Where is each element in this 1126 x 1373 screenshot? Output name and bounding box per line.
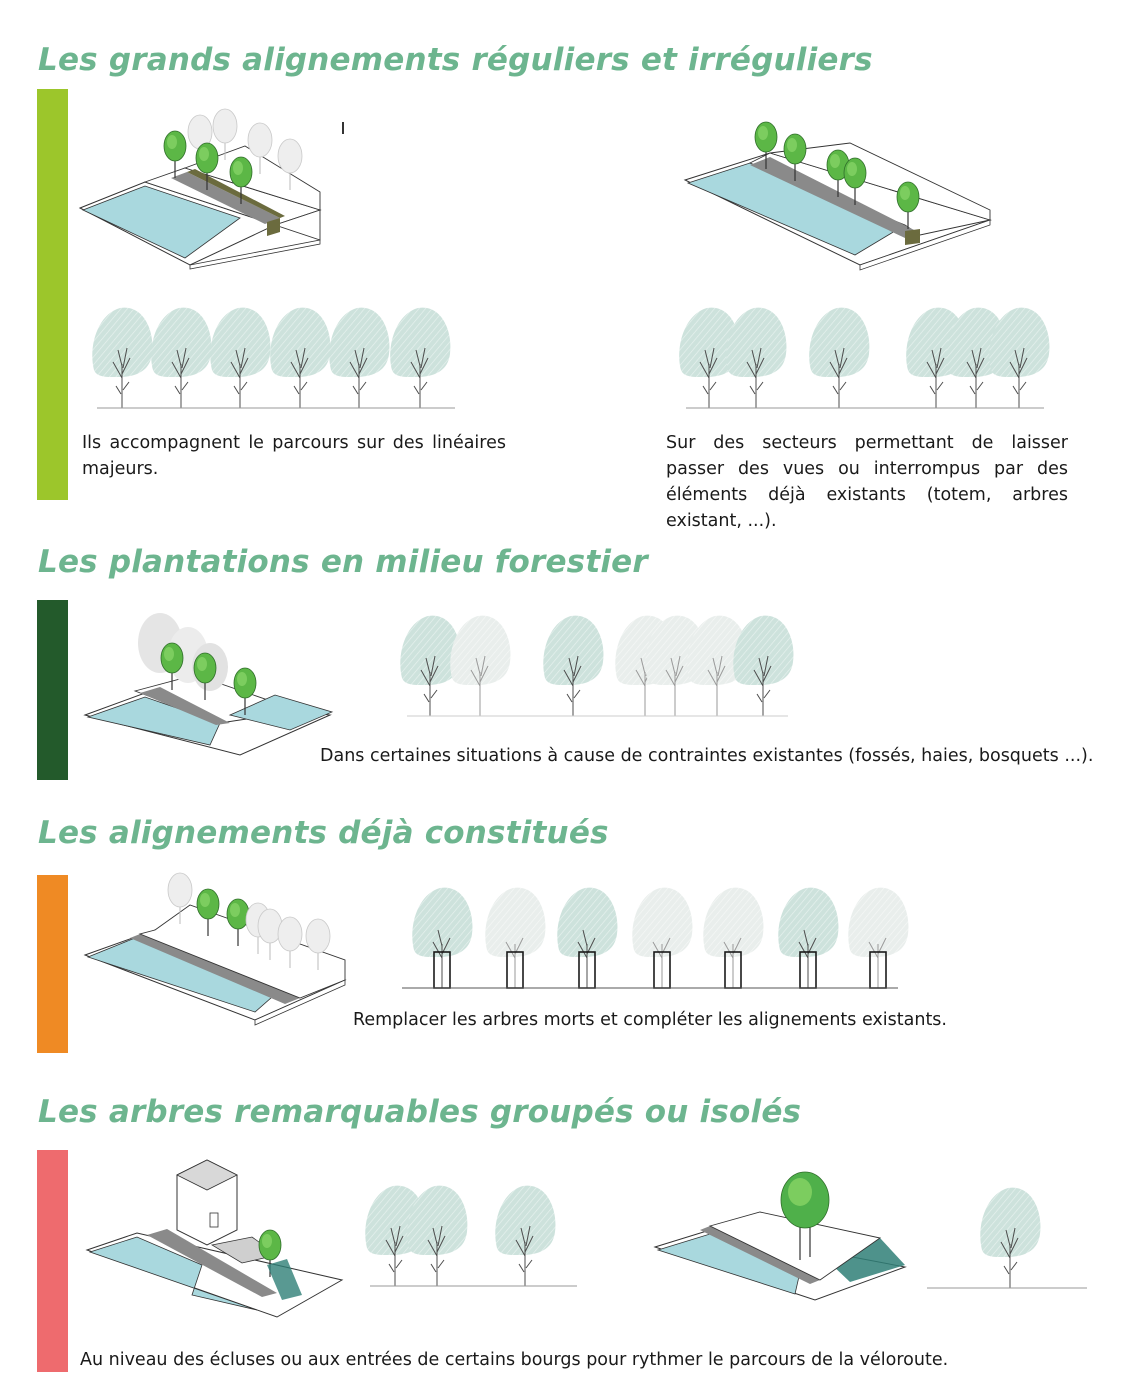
s3-elevation-existing	[400, 892, 900, 992]
s1-text-right: Sur des secteurs permettant de laisser passer des vues ou interrompus par des éléments déjà existants (totem, arbres existant, ...).	[666, 433, 1068, 531]
s1-isometric-diagram-left	[75, 120, 335, 270]
s1-elevation-regular	[95, 306, 457, 412]
s1-isometric-diagram-right	[680, 125, 1000, 270]
s2-elevation-forest	[405, 612, 790, 718]
s1-text-left: Ils accompagnent le parcours sur des linéaires majeurs.	[82, 433, 506, 479]
section-4-title: Les arbres remarquables groupés ou isolés	[38, 1094, 802, 1130]
s3-text: Remplacer les arbres morts et compléter les alignements existants.	[353, 1010, 947, 1030]
s1-cursor-mark	[342, 122, 344, 134]
section-2-title: Les plantations en milieu forestier	[38, 544, 648, 580]
s4-lock-diagram	[82, 1155, 347, 1320]
s4-elevation-grouped	[365, 1188, 580, 1290]
section-1-color-bar	[37, 89, 68, 500]
s1-elevation-irregular	[684, 306, 1046, 412]
section-3-color-bar	[37, 875, 68, 1053]
s2-text: Dans certaines situations à cause de contraintes existantes (fossés, haies, bosquets ...).	[320, 746, 1094, 766]
section-3-title: Les alignements déjà constitués	[38, 815, 609, 851]
s4-elevation-isolated	[925, 1188, 1090, 1290]
section-1-title: Les grands alignements réguliers et irréguliers	[38, 42, 873, 78]
section-4-color-bar	[37, 1150, 68, 1372]
s3-isometric-diagram	[80, 890, 355, 1025]
section-2-color-bar	[37, 600, 68, 780]
s4-text: Au niveau des écluses ou aux entrées de certains bourgs pour rythmer le parcours de la véloroute.	[80, 1350, 949, 1370]
s2-isometric-diagram	[80, 615, 340, 755]
s4-isolated-diagram	[650, 1162, 910, 1302]
